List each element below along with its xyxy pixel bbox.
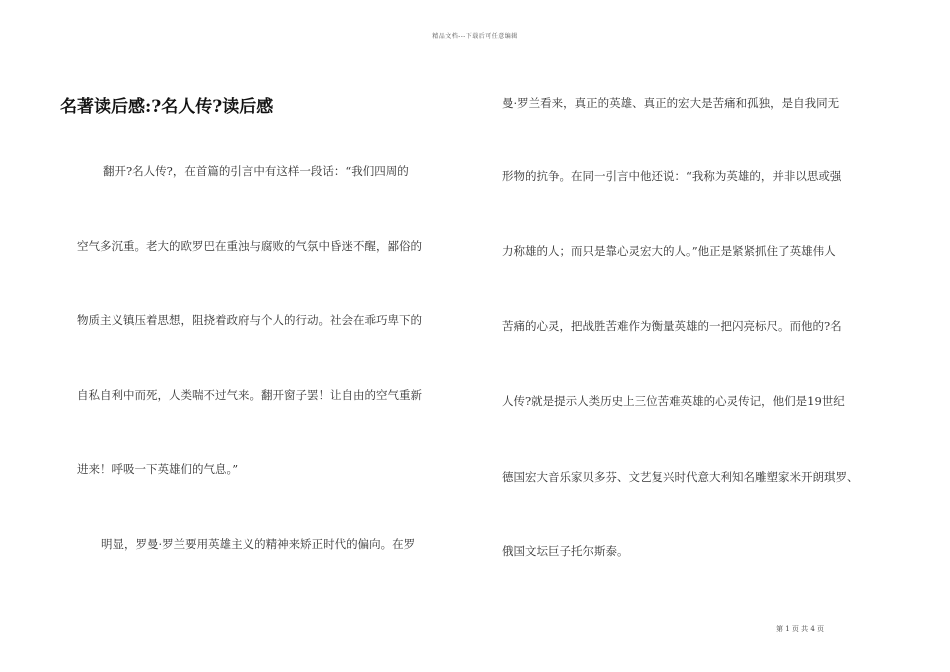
text-line: 自私自利中而死，人类喘不过气来。翻开窗子罢！让自由的空气重新	[77, 388, 422, 402]
text-line: 空气多沉重。老大的欧罗巴在重浊与腐败的气氛中昏迷不醒，鄙俗的	[77, 239, 422, 253]
text-line: 苦痛的心灵，把战胜苦难作为衡量英雄的一把闪亮标尺。而他的?名	[502, 319, 842, 333]
text-line: 明显，罗曼·罗兰要用英雄主义的精神来矫正时代的偏向。在罗	[101, 537, 416, 551]
text-line: 物质主义镇压着思想，阻挠着政府与个人的行动。社会在乖巧卑下的	[77, 313, 422, 327]
text-line: 翻开?名人传?，在首篇的引言中有这样一段话：“我们四周的	[103, 164, 409, 178]
text-line: 人传?就是提示人类历史上三位苦难英雄的心灵传记，他们是19世纪	[502, 394, 845, 408]
document-title: 名著读后感:?名人传?读后感	[60, 97, 274, 117]
text-line: 力称雄的人；而只是靠心灵宏大的人。”他正是紧紧抓住了英雄伟人	[502, 244, 836, 258]
page-number: 第 1 页 共 4 页	[776, 625, 825, 633]
text-line: 曼·罗兰看来，真正的英雄、真正的宏大是苦痛和孤独，是自我同无	[502, 96, 840, 110]
text-line: 进来！呼吸一下英雄们的气息。”	[77, 462, 239, 476]
text-line: 俄国文坛巨子托尔斯泰。	[502, 544, 629, 558]
text-line: 德国宏大音乐家贝多芬、文艺复兴时代意大利知名雕塑家米开朗琪罗、	[502, 470, 859, 484]
header-note: 精品文档---下载后可任意编辑	[432, 33, 518, 40]
text-line: 形物的抗争。在同一引言中他还说：“我称为英雄的，并非以思或强	[502, 169, 842, 183]
